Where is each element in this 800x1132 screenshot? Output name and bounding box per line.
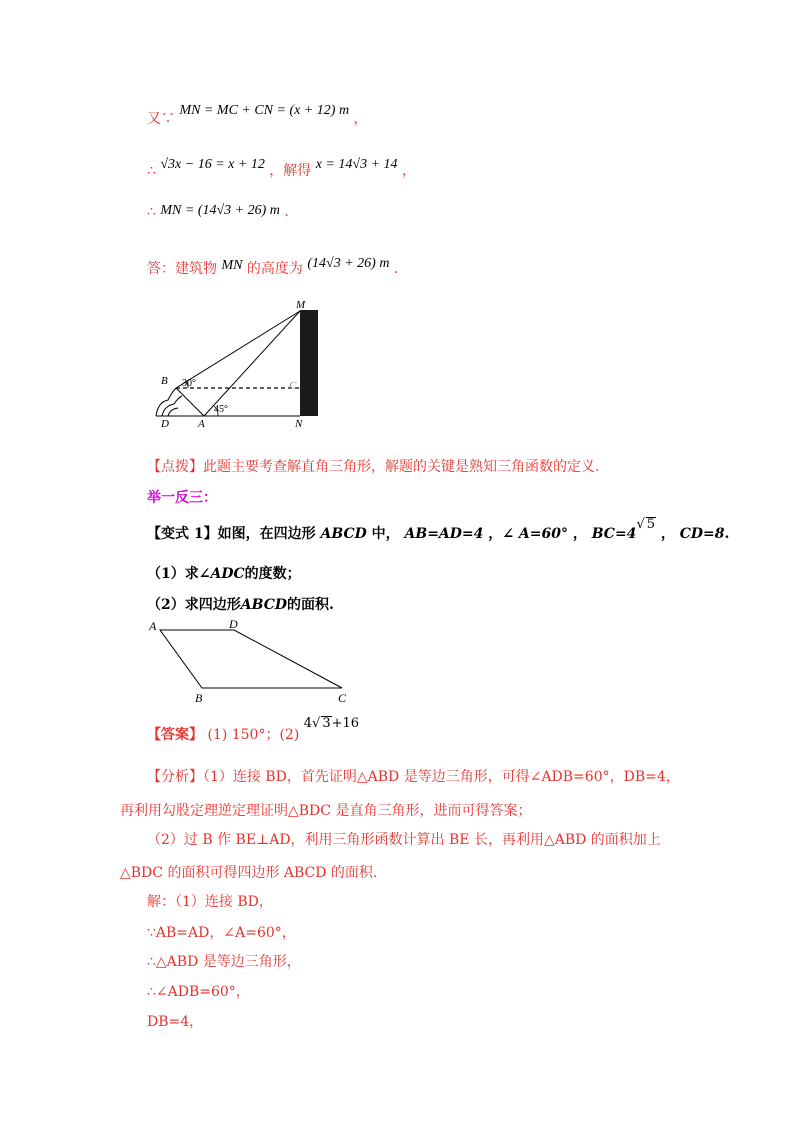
line-2 — [147, 157, 416, 180]
analysis-p3: （2）过 B 作 BE⊥AD，利用三角形函数计算出 BE 长，再利用△ABD 的面积加上 — [147, 832, 661, 848]
variant-bc-rad: 5 — [646, 517, 656, 532]
analysis-p4: △BDC 的面积可得四边形 ABCD 的面积. — [120, 865, 378, 881]
label-c: C — [338, 691, 347, 705]
answer-2-math: 4√ 3+16 — [303, 716, 360, 731]
solution-s5: DB=4， — [147, 1014, 204, 1030]
variant-bc: BC=4 — [591, 526, 637, 542]
variant-end: . — [724, 526, 730, 542]
answer-mid: 的高度为 — [246, 261, 303, 277]
variant-cd: CD=8 — [679, 526, 725, 542]
analysis-p1: 【分析】（1）连接 BD，首先证明△ABD 是等边三角形，可得∠ADB=60°，DB=4， — [147, 769, 680, 785]
question-2 — [147, 594, 334, 614]
answer-2-rad: 3 — [322, 716, 331, 731]
variant-mid: 中， — [371, 526, 400, 542]
section-title: 举一反三： — [147, 490, 217, 506]
variant-cond1: AB=AD=4 — [404, 526, 484, 542]
line-3 — [147, 204, 289, 221]
quadrilateral-diagram — [146, 614, 358, 706]
variant-sep1: ，∠ — [488, 526, 515, 542]
quadrilateral-abcd — [160, 630, 342, 688]
variant-bc-sqrt: √ 5 — [636, 517, 656, 532]
q2-math: ABCD — [240, 597, 287, 613]
label-b: B — [161, 375, 168, 387]
line-1 — [147, 103, 368, 128]
variant-head: 【变式 1】如图，在四边形 — [147, 526, 316, 542]
line-am — [204, 311, 300, 416]
label-c: C — [289, 380, 297, 392]
angle-b-label: 30° — [182, 378, 196, 389]
line-3-math: MN = (14√3 + 26) m — [160, 203, 280, 218]
solution-s3: ∴△ABD 是等边三角形， — [147, 954, 301, 970]
line-2-suffix: ， — [401, 163, 416, 179]
label-d: D — [229, 617, 238, 631]
answer-math: (14√3 + 26) m — [307, 256, 390, 271]
solution-s2: ∵AB=AD，∠A=60°， — [147, 925, 296, 941]
answer-suffix: . — [393, 261, 399, 277]
analysis-p2: 再利用勾股定理逆定理证明△BDC 是直角三角形，进而可得答案； — [120, 803, 532, 819]
answer-2-coef: 4 — [303, 716, 313, 731]
line-2-mid: ，解得 — [269, 163, 312, 179]
answer-2-tail: +16 — [331, 716, 360, 731]
line-1-prefix: 又∵ — [147, 111, 175, 127]
line-1-suffix: ， — [353, 111, 368, 127]
variant-sep3: ， — [660, 526, 675, 542]
angle-a-label: 45° — [214, 404, 228, 415]
q1-suffix: 的度数； — [244, 566, 301, 582]
line-3-prefix: ∴ — [147, 204, 156, 220]
q1-math: ADC — [210, 566, 245, 582]
answer-2-tag: 【答案】 — [147, 727, 203, 743]
solution-s4: ∴∠ADB=60°， — [147, 984, 250, 1000]
building-diagram — [148, 296, 328, 432]
label-a: A — [149, 619, 157, 633]
variant-angle-a: A=60° — [518, 526, 568, 542]
answer-prefix: 答：建筑物 — [147, 261, 217, 277]
solution-s1: 解：（1）连接 BD， — [147, 894, 273, 910]
line-2-math-b: x = 14√3 + 14 — [315, 157, 398, 172]
label-b: B — [195, 691, 203, 705]
line-bm — [176, 311, 300, 388]
answer-2-line — [147, 716, 360, 744]
variant-sep2: ， — [572, 526, 587, 542]
label-a: A — [198, 418, 205, 430]
line-3-suffix: . — [284, 204, 289, 220]
line-ab — [176, 388, 204, 416]
label-m: M — [296, 299, 306, 311]
answer-2-text: (1) 150°；(2) — [207, 727, 300, 743]
q1-prefix: （1）求∠ — [147, 566, 211, 582]
slope-contours — [156, 388, 182, 416]
answer-mn: MN — [221, 258, 243, 273]
label-n: N — [295, 418, 303, 430]
line-2-prefix: ∴ — [147, 163, 156, 179]
line-2-math-a: √3x − 16 = x + 12 — [160, 157, 265, 172]
q2-prefix: （2）求四边形 — [147, 597, 241, 613]
label-d: D — [161, 418, 169, 430]
hint-line: 【点拨】此题主要考查解直角三角形，解题的关键是熟知三角函数的定义. — [147, 459, 600, 475]
line-1-math: MN = MC + CN = (x + 12) m — [179, 103, 350, 118]
variant-line — [147, 517, 730, 543]
building-mn — [300, 310, 318, 416]
q2-suffix: 的面积. — [287, 597, 334, 613]
answer-line — [147, 258, 398, 278]
variant-abcd: ABCD — [320, 526, 367, 542]
question-1 — [147, 563, 301, 583]
